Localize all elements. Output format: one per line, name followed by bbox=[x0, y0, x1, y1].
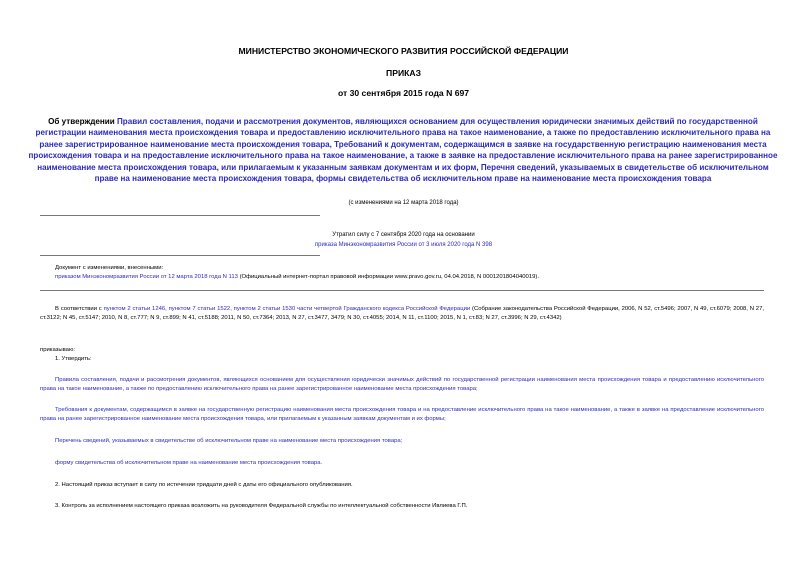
approved-item-rules bbox=[40, 376, 764, 394]
amendments-label: Документ с изменениями, внесенными: bbox=[55, 265, 164, 271]
order-word: приказываю: bbox=[40, 347, 76, 353]
divider bbox=[40, 215, 320, 216]
doc-subject bbox=[28, 116, 778, 184]
item-3: 3. Контроль за исполнением настоящего приказа возложить на руководителя Федеральной службы по интеллектуальной собственности Ивлиева Г.П. bbox=[55, 503, 468, 509]
amendments-rest: (Официальный интернет-портал правовой информации www.pravo.gov.ru, 04.04.2018, N 0001201804040019). bbox=[237, 274, 539, 281]
item-1: 1. Утвердить: bbox=[55, 356, 92, 362]
approved-item-form bbox=[40, 459, 764, 468]
item-2: 2. Настоящий приказ вступает в силу по истечении тридцати дней с даты его официального опубликования. bbox=[55, 482, 353, 488]
subject-link[interactable]: Правил составления, подачи и рассмотрения документов, являющихся основанием для осуществления юридически значимых действий по государственной регистрации наименования места происхождения товара и предоставлению исключительного права на такое наименование, а также по предоставлению исключительного права на ранее зарегистрированное наименование места происхождения товара, Требований к документам, содержащимся в заявке на государственную регистрацию наименования места происхождения товара и на предоставление исключительного права на такое наименование, а также в заявке на предоставление исключительного права на ранее зарегистрированное наименование места происхождения товара, или прилагаемым к указанным заявкам документам и их форм, Перечня сведений, указываемых в свидетельстве об исключительном праве на наименование места происхождения товара, формы свидетельства об исключительном праве на наименование места происхождения товара bbox=[28, 117, 778, 184]
amendments-block bbox=[40, 264, 764, 282]
basis-rest: (Собрание законодательства Российской Федерации, 2006, N 52, ст.5496; 2007, N 49, ст.6079; 2008, N 27, ст.3122; N 45, ст.5147; 2010, N 8, ст.777; N 9, ст.899; N 41, ст.5188; 2011, N 50, ст.7364; 2013, N 27, ст.3477, 3479; N 30, ст.4055; 2014, N 11, ст.1100; 2015, N 1, ст.83; N 27, ст.3996; N 29, ст.4342) bbox=[40, 306, 764, 322]
amendments-link[interactable]: приказом Минэкономразвития России от 12 марта 2018 года N 113 bbox=[55, 274, 238, 281]
changes-note: (с изменениями на 12 марта 2018 года) bbox=[348, 200, 459, 206]
divider bbox=[40, 290, 764, 291]
lost-force-note bbox=[0, 230, 807, 250]
ministry-title: МИНИСТЕРСТВО ЭКОНОМИЧЕСКОГО РАЗВИТИЯ РОССИЙСКОЙ ФЕДЕРАЦИИ bbox=[238, 46, 569, 56]
divider bbox=[40, 255, 320, 256]
subject-prefix: Об утверждении bbox=[48, 117, 115, 126]
lost-force-text: Утратил силу с 7 сентября 2020 года на основании bbox=[332, 232, 475, 238]
approved-link-list[interactable]: Перечень сведений, указываемых в свидетельстве об исключительном праве на наименование места происхождения товара; bbox=[55, 438, 403, 444]
approved-link-form[interactable]: форму свидетельства об исключительном праве на наименование места происхождения товара. bbox=[55, 460, 323, 466]
doc-type: ПРИКАЗ bbox=[386, 68, 421, 78]
lost-force-link[interactable]: приказа Минэкономразвития России от 3 июля 2020 года N 398 bbox=[314, 242, 493, 248]
approved-link-rules[interactable]: Правила составления, подачи и рассмотрения документов, являющихся основанием для осуществления юридически значимых действий по государственной регистрации наименования места происхождения товара и предоставлению исключительного права на такое наименование, а также по предоставлению исключительного права на ранее зарегистрированное наименование места происхождения товара; bbox=[40, 377, 764, 393]
basis-paragraph bbox=[40, 305, 764, 323]
approved-item-list bbox=[40, 437, 764, 446]
approved-link-requirements[interactable]: Требования к документам, содержащимся в заявке на государственную регистрацию наименования места происхождения товара и на предоставление исключительного права на такое наименование, а также в заявке на предоставление исключительного права на ранее зарегистрированное наименование места происхождения товара, или прилагаемым к указанным заявкам документам и их формы; bbox=[40, 407, 764, 423]
basis-link[interactable]: пунктом 2 статьи 1246, пунктом 7 статьи 1522, пунктом 2 статьи 1530 части четвертой Гражданского кодекса Российской Федерации bbox=[103, 306, 471, 312]
doc-date-number: от 30 сентября 2015 года N 697 bbox=[337, 88, 470, 98]
approved-item-requirements bbox=[40, 406, 764, 424]
basis-prefix: В соответствии с bbox=[55, 306, 104, 312]
